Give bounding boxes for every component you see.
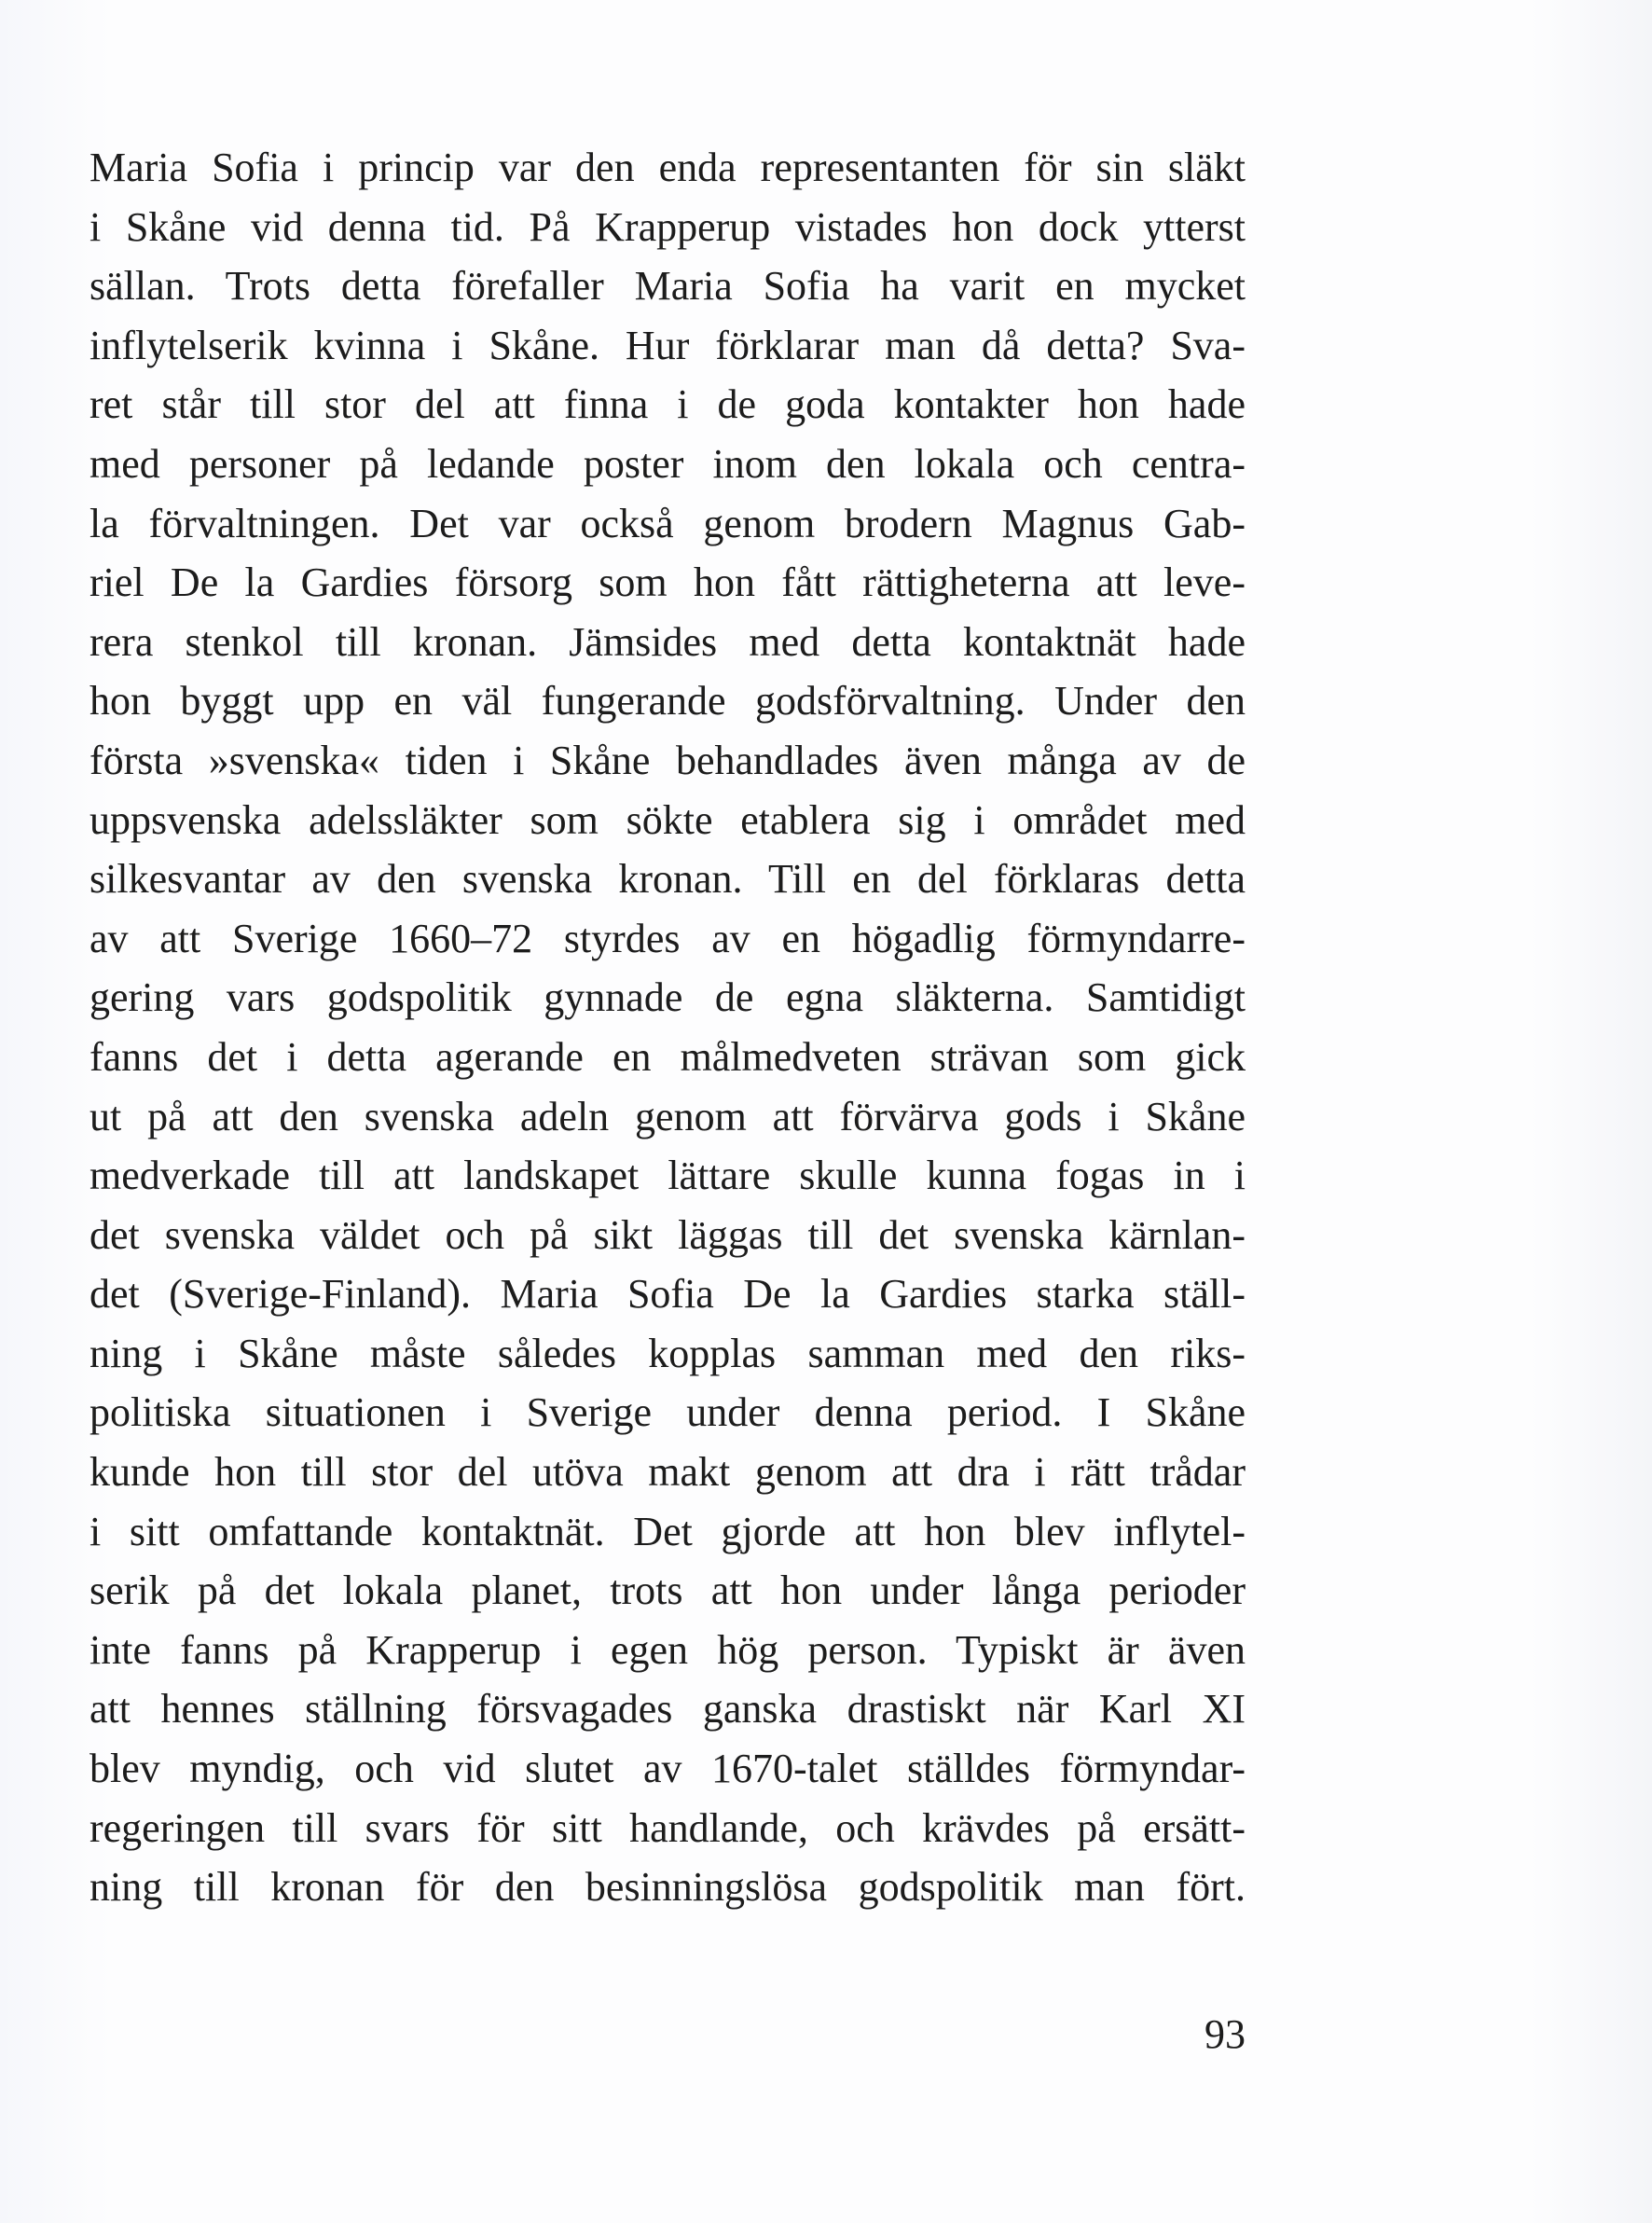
- text-line: la förvaltningen. Det var också genom brodern Magnus Gab-: [89, 500, 1246, 546]
- text-line: hon byggt upp en väl fungerande godsförvaltning. Under den: [89, 678, 1246, 725]
- body-paragraph: [89, 138, 1246, 1917]
- text-line: sällan. Trots detta förefaller Maria Sofia ha varit en mycket: [89, 263, 1246, 310]
- text-line: medverkade till att landskapet lättare skulle kunna fogas in i: [89, 1153, 1246, 1199]
- text-line: första »svenska« tiden i Skåne behandlades även många av de: [89, 737, 1246, 783]
- text-line: Maria Sofia i princip var den enda representanten för sin släkt: [89, 145, 1246, 190]
- text-line: ut på att den svenska adeln genom att förvärva gods i Skåne: [89, 1093, 1246, 1139]
- text-line: uppsvenska adelssläkter som sökte etablera sig i området med: [89, 796, 1246, 843]
- text-line: i Skåne vid denna tid. På Krapperup vistades hon dock ytterst: [89, 203, 1246, 250]
- text-line: i sitt omfattande kontaktnät. Det gjorde att hon blev inflytel-: [89, 1508, 1246, 1554]
- text-line: rera stenkol till kronan. Jämsides med detta kontaktnät hade: [89, 618, 1246, 665]
- text-line: politiska situationen i Sverige under denna period. I Skåne: [89, 1389, 1246, 1436]
- text-line: ning i Skåne måste således kopplas samman med den riks-: [89, 1330, 1246, 1376]
- text-line: det svenska väldet och på sikt läggas till det svenska kärnlan-: [89, 1211, 1246, 1258]
- text-line: regeringen till svars för sitt handlande, och krävdes på ersätt-: [89, 1804, 1246, 1851]
- text-line: med personer på ledande poster inom den lokala och centra-: [89, 440, 1246, 487]
- text-line: fanns det i detta agerande en målmedveten strävan som gick: [89, 1033, 1246, 1080]
- text-line: inflytelserik kvinna i Skåne. Hur förklarar man då detta? Sva-: [89, 322, 1246, 368]
- text-line: gering vars godspolitik gynnade de egna släkterna. Samtidigt: [89, 974, 1246, 1021]
- text-line: det (Sverige-Finland). Maria Sofia De la Gardies starka ställ-: [89, 1271, 1246, 1318]
- text-line: riel De la Gardies försorg som hon fått rättigheterna att leve-: [89, 559, 1246, 606]
- text-line: ning till kronan för den besinningslösa godspolitik man fört.: [89, 1864, 1246, 1911]
- text-line: silkesvantar av den svenska kronan. Till en del förklaras detta: [89, 856, 1246, 903]
- text-line: inte fanns på Krapperup i egen hög person. Typiskt är även: [89, 1626, 1246, 1673]
- text-line: ret står till stor del att finna i de goda kontakter hon hade: [89, 381, 1246, 428]
- text-line: att hennes ställning försvagades ganska drastiskt när Karl XI: [89, 1686, 1246, 1733]
- text-line: av att Sverige 1660–72 styrdes av en högadlig förmyndarre-: [89, 915, 1246, 961]
- text-line: blev myndig, och vid slutet av 1670-talet ställdes förmyndar-: [89, 1746, 1246, 1792]
- text-line: serik på det lokala planet, trots att hon under långa perioder: [89, 1567, 1246, 1614]
- page-number: 93: [1205, 2011, 1246, 2057]
- text-line: kunde hon till stor del utöva makt genom att dra i rätt trådar: [89, 1449, 1246, 1496]
